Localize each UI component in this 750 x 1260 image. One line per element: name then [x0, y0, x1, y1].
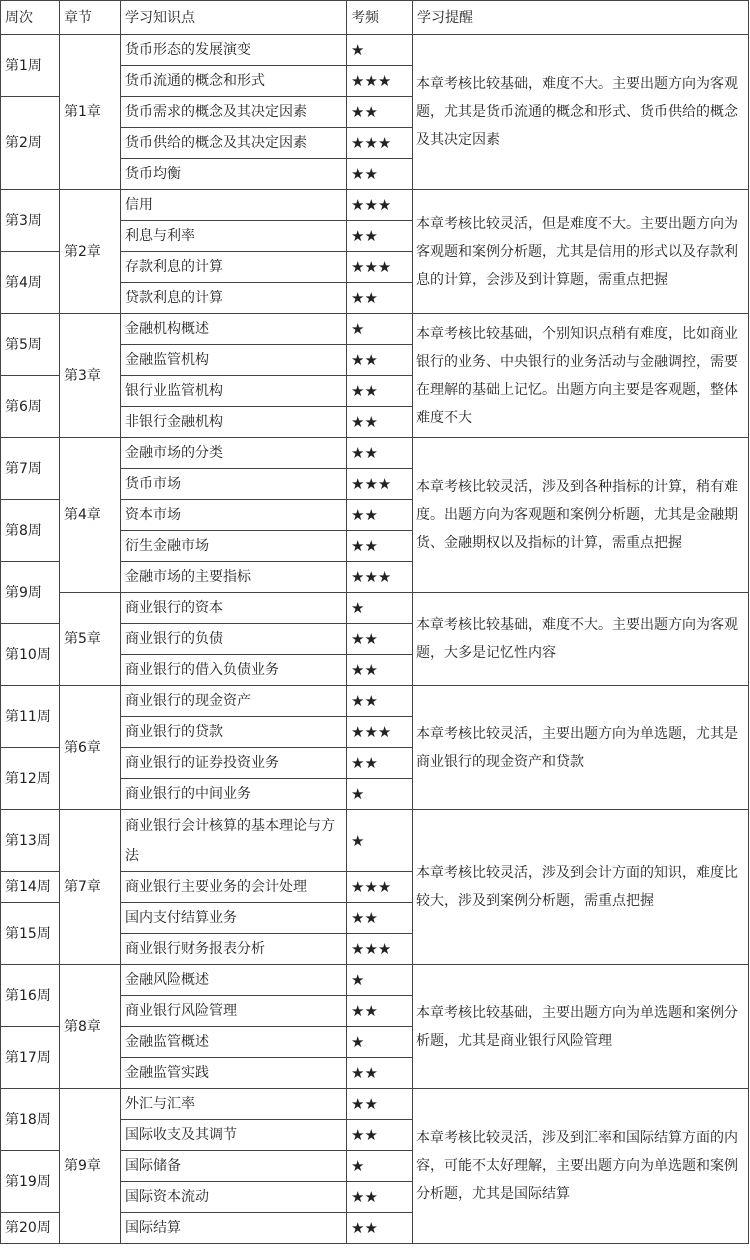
- frequency-stars: ★★: [347, 283, 413, 314]
- topic-cell: 商业银行财务报表分析: [121, 934, 347, 965]
- week-cell: 第7周: [1, 438, 60, 500]
- topic-cell: 国际结算: [121, 1213, 347, 1244]
- frequency-stars: ★★★: [347, 469, 413, 500]
- topic-cell: 资本市场: [121, 500, 347, 531]
- week-cell: 第15周: [1, 903, 60, 965]
- week-cell: 第18周: [1, 1089, 60, 1151]
- week-cell: 第8周: [1, 500, 60, 562]
- frequency-stars: ★★: [347, 345, 413, 376]
- table-row: [1, 35, 749, 66]
- frequency-stars: ★★: [347, 655, 413, 686]
- header-topic: 学习知识点: [121, 1, 347, 35]
- topic-cell: 存款利息的计算: [121, 252, 347, 283]
- topic-cell: 商业银行风险管理: [121, 996, 347, 1027]
- week-cell: 第5周: [1, 314, 60, 376]
- week-cell: 第12周: [1, 748, 60, 810]
- topic-cell: 银行业监管机构: [121, 376, 347, 407]
- topic-cell: 信用: [121, 190, 347, 221]
- frequency-stars: ★★: [347, 500, 413, 531]
- tip-cell: 本章考核比较基础，难度不大。主要出题方向为客观题，尤其是货币流通的概念和形式、货币供给的概念及其决定因素: [413, 35, 749, 190]
- frequency-stars: ★★: [347, 903, 413, 934]
- topic-cell: 商业银行的中间业务: [121, 779, 347, 810]
- frequency-stars: ★: [347, 965, 413, 996]
- topic-cell: 金融市场的主要指标: [121, 562, 347, 593]
- frequency-stars: ★: [347, 35, 413, 66]
- chapter-cell: 第6章: [60, 686, 121, 810]
- topic-cell: 金融监管概述: [121, 1027, 347, 1058]
- chapter-cell: 第4章: [60, 438, 121, 593]
- week-cell: 第2周: [1, 97, 60, 190]
- topic-cell: 商业银行的资本: [121, 593, 347, 624]
- topic-cell: 外汇与汇率: [121, 1089, 347, 1120]
- topic-cell: 金融风险概述: [121, 965, 347, 996]
- table-row: [1, 314, 749, 345]
- week-cell: 第13周: [1, 810, 60, 872]
- tip-cell: 本章考核比较灵活，主要出题方向为单选题，尤其是商业银行的现金资产和贷款: [413, 686, 749, 810]
- frequency-stars: ★★★: [347, 872, 413, 903]
- week-cell: 第10周: [1, 624, 60, 686]
- frequency-stars: ★★: [347, 1213, 413, 1244]
- frequency-stars: ★★: [347, 438, 413, 469]
- frequency-stars: ★★: [347, 996, 413, 1027]
- header-week: 周次: [1, 1, 60, 35]
- chapter-cell: 第9章: [60, 1089, 121, 1244]
- table-row: [1, 438, 749, 469]
- week-cell: 第4周: [1, 252, 60, 314]
- topic-cell: 商业银行会计核算的基本理论与方法: [121, 810, 347, 872]
- frequency-stars: ★: [347, 779, 413, 810]
- topic-cell: 商业银行的现金资产: [121, 686, 347, 717]
- topic-cell: 利息与利率: [121, 221, 347, 252]
- header-row: [1, 1, 749, 35]
- topic-cell: 贷款利息的计算: [121, 283, 347, 314]
- week-cell: 第14周: [1, 872, 60, 903]
- topic-cell: 货币流通的概念和形式: [121, 66, 347, 97]
- chapter-cell: 第2章: [60, 190, 121, 314]
- frequency-stars: ★★: [347, 159, 413, 190]
- topic-cell: 商业银行的贷款: [121, 717, 347, 748]
- topic-cell: 非银行金融机构: [121, 407, 347, 438]
- frequency-stars: ★: [347, 1151, 413, 1182]
- topic-cell: 金融监管实践: [121, 1058, 347, 1089]
- frequency-stars: ★★★: [347, 252, 413, 283]
- header-chapter: 章节: [60, 1, 121, 35]
- table-row: [1, 965, 749, 996]
- frequency-stars: ★: [347, 593, 413, 624]
- week-cell: 第3周: [1, 190, 60, 252]
- frequency-stars: ★★: [347, 686, 413, 717]
- topic-cell: 货币供给的概念及其决定因素: [121, 128, 347, 159]
- frequency-stars: ★★★: [347, 66, 413, 97]
- table-row: [1, 190, 749, 221]
- frequency-stars: ★★: [347, 624, 413, 655]
- frequency-stars: ★★★: [347, 190, 413, 221]
- topic-cell: 商业银行的证券投资业务: [121, 748, 347, 779]
- topic-cell: 衍生金融市场: [121, 531, 347, 562]
- frequency-stars: ★★: [347, 407, 413, 438]
- header-tip: 学习提醒: [413, 1, 749, 35]
- topic-cell: 国际资本流动: [121, 1182, 347, 1213]
- topic-cell: 货币均衡: [121, 159, 347, 190]
- frequency-stars: ★★: [347, 1058, 413, 1089]
- topic-cell: 货币形态的发展演变: [121, 35, 347, 66]
- frequency-stars: ★★★: [347, 934, 413, 965]
- chapter-cell: 第1章: [60, 35, 121, 190]
- table-row: [1, 1089, 749, 1120]
- chapter-cell: 第8章: [60, 965, 121, 1089]
- topic-cell: 货币市场: [121, 469, 347, 500]
- topic-cell: 金融市场的分类: [121, 438, 347, 469]
- frequency-stars: ★: [347, 314, 413, 345]
- topic-cell: 商业银行主要业务的会计处理: [121, 872, 347, 903]
- table-row: [1, 810, 749, 872]
- tip-cell: 本章考核比较基础，难度不大。主要出题方向为客观题，大多是记忆性内容: [413, 593, 749, 686]
- topic-cell: 商业银行的借入负债业务: [121, 655, 347, 686]
- table-row: [1, 686, 749, 717]
- frequency-stars: ★★: [347, 1089, 413, 1120]
- frequency-stars: ★★: [347, 97, 413, 128]
- frequency-stars: ★★: [347, 1120, 413, 1151]
- frequency-stars: ★: [347, 810, 413, 872]
- topic-cell: 商业银行的负债: [121, 624, 347, 655]
- table-row: [1, 593, 749, 624]
- topic-cell: 国际储备: [121, 1151, 347, 1182]
- week-cell: 第6周: [1, 376, 60, 438]
- frequency-stars: ★★: [347, 376, 413, 407]
- week-cell: 第19周: [1, 1151, 60, 1213]
- frequency-stars: ★★: [347, 531, 413, 562]
- tip-cell: 本章考核比较灵活，但是难度不大。主要出题方向为客观题和案例分析题，尤其是信用的形式以及存款利息的计算，会涉及到计算题，需重点把握: [413, 190, 749, 314]
- topic-cell: 国际收支及其调节: [121, 1120, 347, 1151]
- topic-cell: 国内支付结算业务: [121, 903, 347, 934]
- week-cell: 第17周: [1, 1027, 60, 1089]
- tip-cell: 本章考核比较灵活，涉及到汇率和国际结算方面的内容，可能不太好理解，主要出题方向为单选题和案例分析题，尤其是国际结算: [413, 1089, 749, 1244]
- topic-cell: 金融监管机构: [121, 345, 347, 376]
- topic-cell: 金融机构概述: [121, 314, 347, 345]
- tip-cell: 本章考核比较灵活，涉及到各种指标的计算，稍有难度。出题方向为客观题和案例分析题，尤其是金融期货、金融期权以及指标的计算，需重点把握: [413, 438, 749, 593]
- topic-cell: 货币需求的概念及其决定因素: [121, 97, 347, 128]
- tip-cell: 本章考核比较基础，个别知识点稍有难度，比如商业银行的业务、中央银行的业务活动与金融调控，需要在理解的基础上记忆。出题方向主要是客观题，整体难度不大: [413, 314, 749, 438]
- frequency-stars: ★★★: [347, 717, 413, 748]
- week-cell: 第20周: [1, 1213, 60, 1244]
- tip-cell: 本章考核比较基础，主要出题方向为单选题和案例分析题，尤其是商业银行风险管理: [413, 965, 749, 1089]
- frequency-stars: ★: [347, 1027, 413, 1058]
- chapter-cell: 第5章: [60, 593, 121, 686]
- week-cell: 第11周: [1, 686, 60, 748]
- week-cell: 第9周: [1, 562, 60, 624]
- frequency-stars: ★★★: [347, 128, 413, 159]
- frequency-stars: ★★: [347, 221, 413, 252]
- tip-cell: 本章考核比较灵活，涉及到会计方面的知识，难度比较大，涉及到案例分析题，需重点把握: [413, 810, 749, 965]
- chapter-cell: 第3章: [60, 314, 121, 438]
- frequency-stars: ★★: [347, 748, 413, 779]
- chapter-cell: 第7章: [60, 810, 121, 965]
- frequency-stars: ★★★: [347, 562, 413, 593]
- frequency-stars: ★★: [347, 1182, 413, 1213]
- header-frequency: 考频: [347, 1, 413, 35]
- week-cell: 第1周: [1, 35, 60, 97]
- week-cell: 第16周: [1, 965, 60, 1027]
